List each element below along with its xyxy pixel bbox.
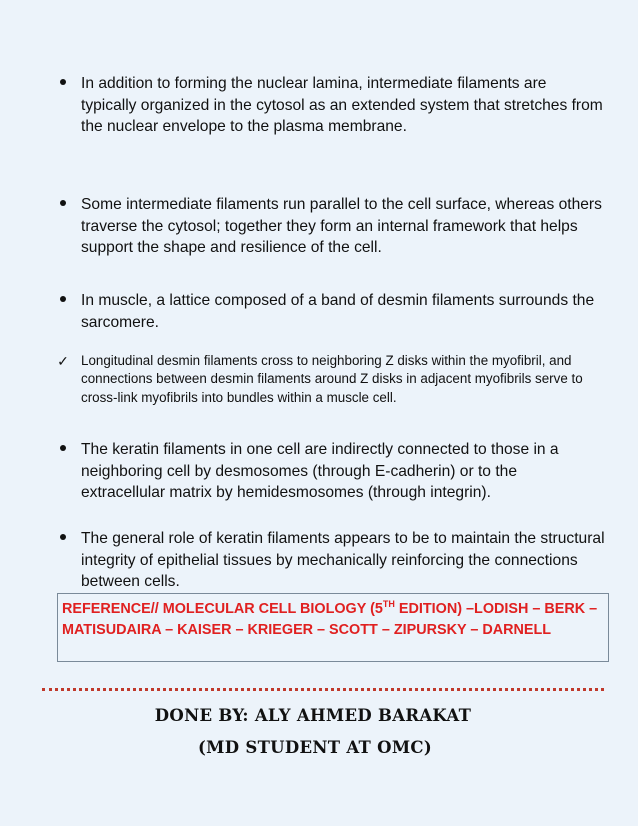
bullet-dot-icon bbox=[56, 73, 70, 95]
reference-suffix: EDITION) –LODISH – BERK – MATISUDAIRA – KAISER – KRIEGER – SCOTT – ZIPURSKY – DARNELL bbox=[62, 601, 598, 638]
bullet-text: The general role of keratin filaments appears to be to maintain the structural integrity of epithelial tissues by mechanically reinforcing the connections between cells. bbox=[81, 530, 605, 590]
bullet-item bbox=[60, 439, 605, 504]
bullet-dot-icon bbox=[56, 290, 70, 312]
bullet-item bbox=[60, 73, 605, 138]
bullet-item bbox=[60, 194, 605, 259]
bullet-text: In addition to forming the nuclear lamina, intermediate filaments are typically organized in the cytosol as an extended system that stretches from the nuclear envelope to the plasma membrane. bbox=[81, 75, 603, 135]
bullet-dot-icon bbox=[56, 439, 70, 461]
reference-text bbox=[62, 599, 607, 640]
author-role: (MD STUDENT AT OMC) bbox=[198, 738, 432, 757]
bullet-dot-icon bbox=[56, 528, 70, 550]
bullet-text: Some intermediate filaments run parallel to the cell surface, whereas others traverse the cytosol; together they form an internal framework that helps support the shape and resilience of the cell. bbox=[81, 196, 602, 256]
sub-bullet-text: Longitudinal desmin filaments cross to neighboring Z disks within the myofibril, and connections between desmin filaments around Z disks in adjacent myofibrils serve to cross-link myofibrils into bundles within a muscle cell. bbox=[81, 353, 583, 405]
bullet-item bbox=[60, 290, 605, 333]
author-line: DONE BY: ALY AHMED BARAKAT bbox=[154, 706, 472, 725]
reference-superscript: TH bbox=[382, 599, 395, 610]
reference-prefix: REFERENCE// MOLECULAR CELL BIOLOGY (5 bbox=[62, 601, 383, 617]
bullet-text: In muscle, a lattice composed of a band of desmin filaments surrounds the sarcomere. bbox=[81, 292, 595, 331]
sub-bullet-item bbox=[57, 352, 605, 407]
checkmark-icon: ✓ bbox=[57, 353, 69, 369]
bullet-text: The keratin filaments in one cell are indirectly connected to those in a neighboring cell by desmosomes (through E-cadherin) or to the extracellular matrix by hemidesmosomes (through integrin). bbox=[81, 441, 559, 501]
bullet-item bbox=[60, 528, 605, 593]
dotted-divider bbox=[42, 682, 604, 691]
bullet-dot-icon bbox=[56, 194, 70, 216]
